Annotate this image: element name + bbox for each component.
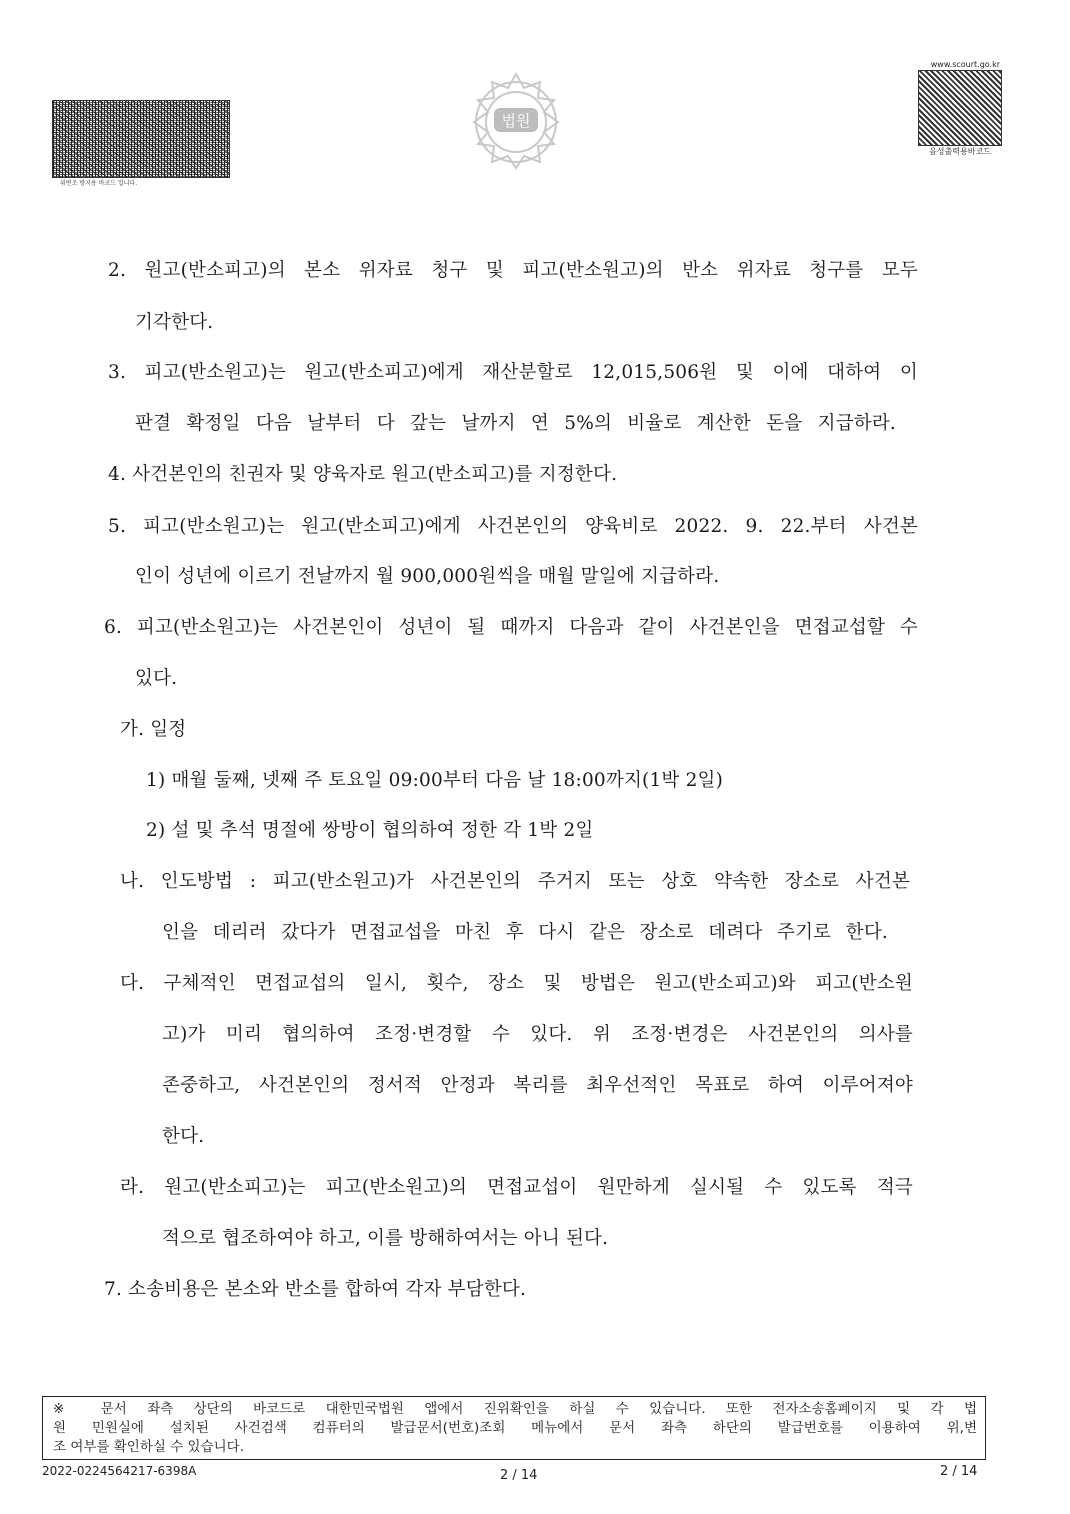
item-6-da-line-4: 한다.: [162, 1126, 205, 1147]
verification-barcode: [52, 100, 230, 178]
page-number-right: 2 / 14: [940, 1464, 978, 1479]
item-6-da-line-3: 존중하고, 사건본인의 정서적 안정과 복리를 최우선적인 목표로 하여 이루어져야: [162, 1075, 913, 1096]
item-4: 4. 사건본인의 친권자 및 양육자로 원고(반소피고)를 지정한다.: [108, 464, 618, 485]
item-6-na-line-1: 나. 인도방법 : 피고(반소원고)가 사건본인의 주거지 또는 상호 약속한 장소로 사건본: [120, 871, 910, 892]
item-3-line-1: 3. 피고(반소원고)는 원고(반소피고)에게 재산분할로 12,015,506원 및 이에 대하여 이: [108, 362, 918, 383]
court-seal-logo: [464, 70, 568, 170]
item-2-line-2: 기각한다.: [135, 312, 214, 333]
item-5-line-2: 인이 성년에 이르기 전날까지 월 900,000원씩을 매월 말일에 지급하라.: [135, 566, 720, 587]
item-6-da-line-2: 고)가 미리 협의하여 조정·변경할 수 있다. 위 조정·변경은 사건본인의 의사를: [162, 1024, 913, 1045]
page-number-center: 2 / 14: [500, 1468, 538, 1483]
seal-text: 법원: [501, 112, 531, 130]
verification-notice-box: [42, 1396, 986, 1460]
item-3-line-2: 판결 확정일 다음 날부터 다 갚는 날까지 연 5%의 비율로 계산한 돈을 지급하라.: [135, 413, 896, 434]
item-6-ra-line-1: 라. 원고(반소피고)는 피고(반소원고)의 면접교섭이 원만하게 실시될 수 있도록 적극: [120, 1177, 913, 1198]
notice-line-1: ※ 문서 좌측 상단의 바코드로 대한민국법원 앱에서 진위확인을 하실 수 있습니다. 또한 전자소송홈페이지 및 각 법: [53, 1401, 977, 1417]
item-6-line-1: 6. 피고(반소원고)는 사건본인이 성년이 될 때까지 다음과 같이 사건본인을 면접교섭할 수: [104, 617, 918, 638]
item-6-ga-heading: 가. 일정: [120, 719, 187, 740]
notice-line-2: 원 민원실에 설치된 사건검색 컴퓨터의 발급문서(번호)조회 메뉴에서 문서 좌측 하단의 발급번호를 이용하여 위,변: [53, 1420, 977, 1436]
item-6-ga-1: 1) 매월 둘째, 넷째 주 토요일 09:00부터 다음 날 18:00까지(1박 2일): [146, 770, 724, 791]
court-url: www.scourt.go.kr: [930, 60, 1000, 69]
barcode-caption: 위변조 방지용 바코드 입니다.: [60, 180, 138, 187]
qr-caption: 음성출력용바코드: [929, 147, 991, 156]
item-6-ga-2: 2) 설 및 추석 명절에 쌍방이 협의하여 정한 각 1박 2일: [146, 820, 594, 841]
item-7: 7. 소송비용은 본소와 반소를 합하여 각자 부담한다.: [104, 1279, 527, 1300]
issue-number: 2022-0224564217-6398A: [42, 1464, 197, 1478]
item-6-ra-line-2: 적으로 협조하여야 하고, 이를 방해하여서는 아니 된다.: [162, 1228, 609, 1249]
item-6-da-line-1: 다. 구체적인 면접교섭의 일시, 횟수, 장소 및 방법은 원고(반소피고)와 피고(반소원: [120, 973, 913, 994]
item-2-line-1: 2. 원고(반소피고)의 본소 위자료 청구 및 피고(반소원고)의 반소 위자료 청구를 모두: [108, 260, 918, 281]
item-6-na-line-2: 인을 데리러 갔다가 면접교섭을 마친 후 다시 같은 장소로 데려다 주기로 한다.: [162, 922, 888, 943]
voice-output-qr-code: [918, 70, 1002, 146]
item-6-line-2: 있다.: [135, 668, 178, 689]
item-5-line-1: 5. 피고(반소원고)는 원고(반소피고)에게 사건본인의 양육비로 2022. 9. 22.부터 사건본: [108, 516, 918, 537]
notice-line-3: 조 여부를 확인하실 수 있습니다.: [53, 1439, 244, 1455]
